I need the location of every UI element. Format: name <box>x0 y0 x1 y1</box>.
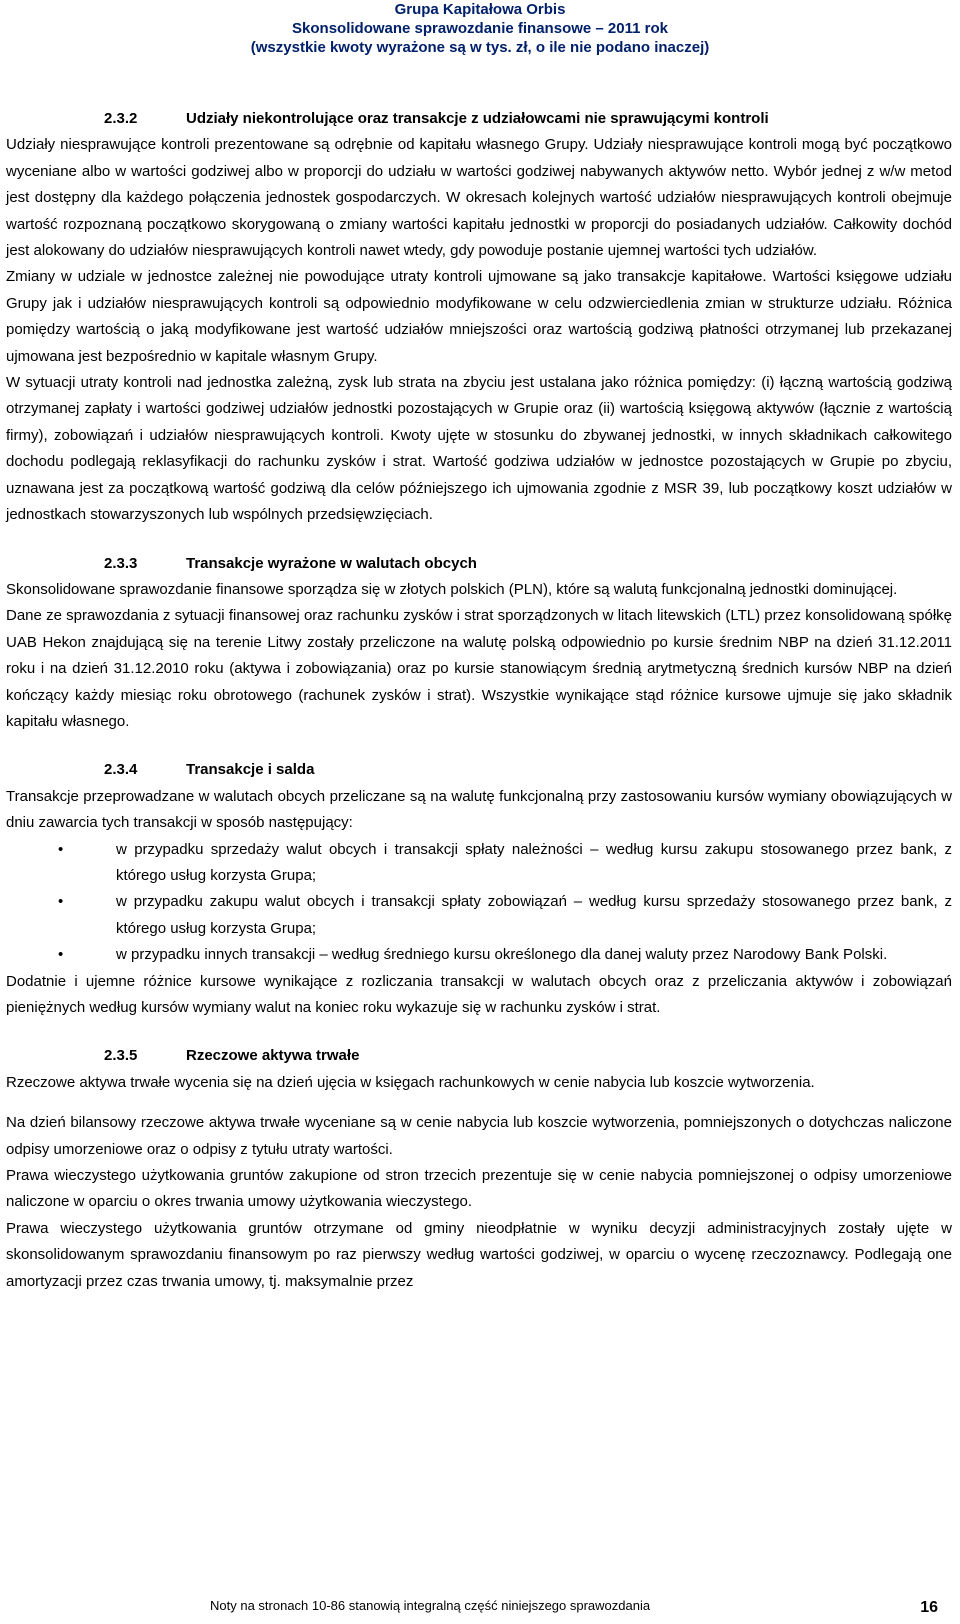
paragraph: Transakcje przeprowadzane w walutach obcych przeliczane są na walutę funkcjonalną przy zastosowaniu kursów wymiany obowiązujących w dniu zawarcia tych transakcji w sposób następujący: <box>6 787 952 832</box>
section-heading-2-3-5 <box>6 1043 952 1069</box>
paragraph: Udziały niesprawujące kontroli prezentowane są odrębnie od kapitału własnego Grupy. Udziały niesprawujące kontroli mogą być początkowo wyceniane albo w wartości godziwej albo w proporcji do udziału w wartości godziwej nabywanych aktywów netto. Wybór jednej z w/w metod jest dostępny dla każdego połączenia jednostek gospodarczych. W okresach kolejnych wartość udziałów niesprawujących kontroli obejmuje wartość rozpoznaną początkowo skorygowaną o zmiany wartości kapitału jednostki w proporcji do posiadanych udziałów. Całkowity dochód jest alokowany do udziałów niesprawujących kontroli nawet wtedy, gdy powoduje postanie ujemnej wartości tych udziałów. <box>6 136 952 260</box>
paragraph: Na dzień bilansowy rzeczowe aktywa trwałe wyceniane są w cenie nabycia lub koszcie wytworzenia, pomniejszonych o dotychczas naliczone odpisy umorzeniowe oraz o odpisy z tytułu utraty wartości. <box>6 1114 952 1158</box>
paragraph: W sytuacji utraty kontroli nad jednostka zależną, zysk lub strata na zbyciu jest ustalana jako różnica pomiędzy: (i) łączną wartością godziwą otrzymanej zapłaty i wartości godziwej udziałów jednostki pozostających w Grupie oraz (ii) wartością księgową aktywów (łącznie z wartością firmy), zobowiązań i udziałów niesprawujących kontroli. Kwoty ujęte w stosunku do zbywanej jednostki, w innych składnikach całkowitego dochodu podlegają reklasyfikacji do rachunku zysków i strat. Wartość godziwa udziałów w jednostce pozostających w Grupie po zbyciu, uznawana jest za początkową wartość godziwą dla celów późniejszego ich ujmowania zgodnie z MSR 39, lub początkowy koszt udziałów w jednostkach stowarzyszonych lub wspólnych przedsięwzięciach. <box>6 374 952 524</box>
section-number: 2.3.2 <box>104 110 138 127</box>
amounts-note: (wszystkie kwoty wyrażone są w tys. zł, o ile nie podano inaczej) <box>250 39 710 56</box>
list-item-text: w przypadku zakupu walut obcych i transakcji spłaty zobowiązań – według kursu sprzedaży stosowanego przez bank, z którego usług korzysta Grupa; <box>116 893 952 937</box>
section-number: 2.3.4 <box>104 761 138 779</box>
page-header <box>0 0 960 57</box>
bullet-icon: • <box>58 893 64 911</box>
list-item <box>6 837 952 890</box>
section-number: 2.3.5 <box>104 1047 138 1065</box>
section-title: Transakcje i salda <box>186 761 315 779</box>
section-number: 2.3.3 <box>104 554 138 572</box>
paragraph: Dane ze sprawozdania z sytuacji finansowej oraz rachunku zysków i strat sporządzonych w litach litewskich (LTL) przez konsolidowaną spółkę UAB Hekon znajdującą się na terenie Litwy zostały przeliczone na walutę polską odpowiednio po kursie średnim NBP na dzień 31.12.2011 roku i na dzień 31.12.2010 roku (aktywa i zobowiązania) oraz po kursie stanowiącym średnią arytmetyczną średnich kursów NBP na dzień kończący każdy miesiąc roku obrotowego (rachunek zysków i strat). Wszystkie wynikające stąd różnice kursowe ujmuje się jako składnik kapitału własnego. <box>6 607 952 730</box>
section-heading-2-3-3 <box>6 551 952 577</box>
list-item <box>6 889 952 942</box>
paragraph: Skonsolidowane sprawozdanie finansowe sporządza się w złotych polskich (PLN), które są walutą funkcjonalną jednostki dominującej. <box>6 580 898 598</box>
paragraph: Dodatnie i ujemne różnice kursowe wynikające z rozliczania transakcji w walutach obcych oraz z przeliczania aktywów i zobowiązań pieniężnych według kursów wymiany walut na koniec roku wykazuje się w rachunku zysków i strat. <box>6 972 952 1016</box>
company-name: Grupa Kapitałowa Orbis <box>394 1 566 18</box>
list-item-text: w przypadku innych transakcji – według średniego kursu określonego dla danej waluty przez Narodowy Bank Polski. <box>116 946 888 964</box>
section-title: Udziały niekontrolujące oraz transakcje z udziałowcami nie sprawującymi kontroli <box>186 110 769 127</box>
bullet-icon: • <box>58 946 64 964</box>
report-title: Skonsolidowane sprawozdanie finansowe – 2011 rok <box>292 20 668 37</box>
paragraph: Prawa wieczystego użytkowania gruntów zakupione od stron trzecich prezentuje się w cenie nabycia pomniejszonej o odpisy umorzeniowe naliczone w oparciu o okres trwania umowy użytkowania wieczystego. <box>6 1167 952 1211</box>
section-title: Transakcje wyrażone w walutach obcych <box>186 554 477 572</box>
page-number: 16 <box>920 1599 938 1616</box>
footer-note: Noty na stronach 10-86 stanowią integralną część niniejszego sprawozdania <box>210 1598 651 1613</box>
list-item-text: w przypadku sprzedaży walut obcych i transakcji spłaty należności – według kursu zakupu stosowanego przez bank, z którego usług korzysta Grupa; <box>116 840 952 884</box>
section-heading-2-3-2 <box>6 106 952 132</box>
paragraph: Rzeczowe aktywa trwałe wycenia się na dzień ujęcia w księgach rachunkowych w cenie nabycia lub koszcie wytworzenia. <box>6 1073 815 1091</box>
document-body <box>6 106 952 1295</box>
bullet-list <box>6 837 952 969</box>
paragraph: Zmiany w udziale w jednostce zależnej nie powodujące utraty kontroli ujmowane są jako transakcje kapitałowe. Wartości księgowe udziału Grupy jak i udziałów niesprawujących kontroli są odpowiednio modyfikowane w celu odzwierciedlenia zmian w strukturze udziału. Różnica pomiędzy wartością o jaką modyfikowane jest wartość udziałów mniejszości oraz wartością godziwą płatności otrzymanej lub przekazanej ujmowana jest bezpośrednio w kapitale własnym Grupy. <box>6 268 952 365</box>
section-title: Rzeczowe aktywa trwałe <box>186 1047 360 1065</box>
bullet-icon: • <box>58 840 64 858</box>
paragraph: Prawa wieczystego użytkowania gruntów otrzymane od gminy nieodpłatnie w wyniku decyzji administracyjnych zostały ujęte w skonsolidowanym sprawozdaniu finansowym po raz pierwszy według wartości godziwej, w oparciu o wycenę rzeczoznawcy. Podlegają one amortyzacji przez czas trwania umowy, tj. maksymalnie przez <box>6 1219 952 1290</box>
section-heading-2-3-4 <box>6 757 952 783</box>
list-item <box>6 942 952 968</box>
